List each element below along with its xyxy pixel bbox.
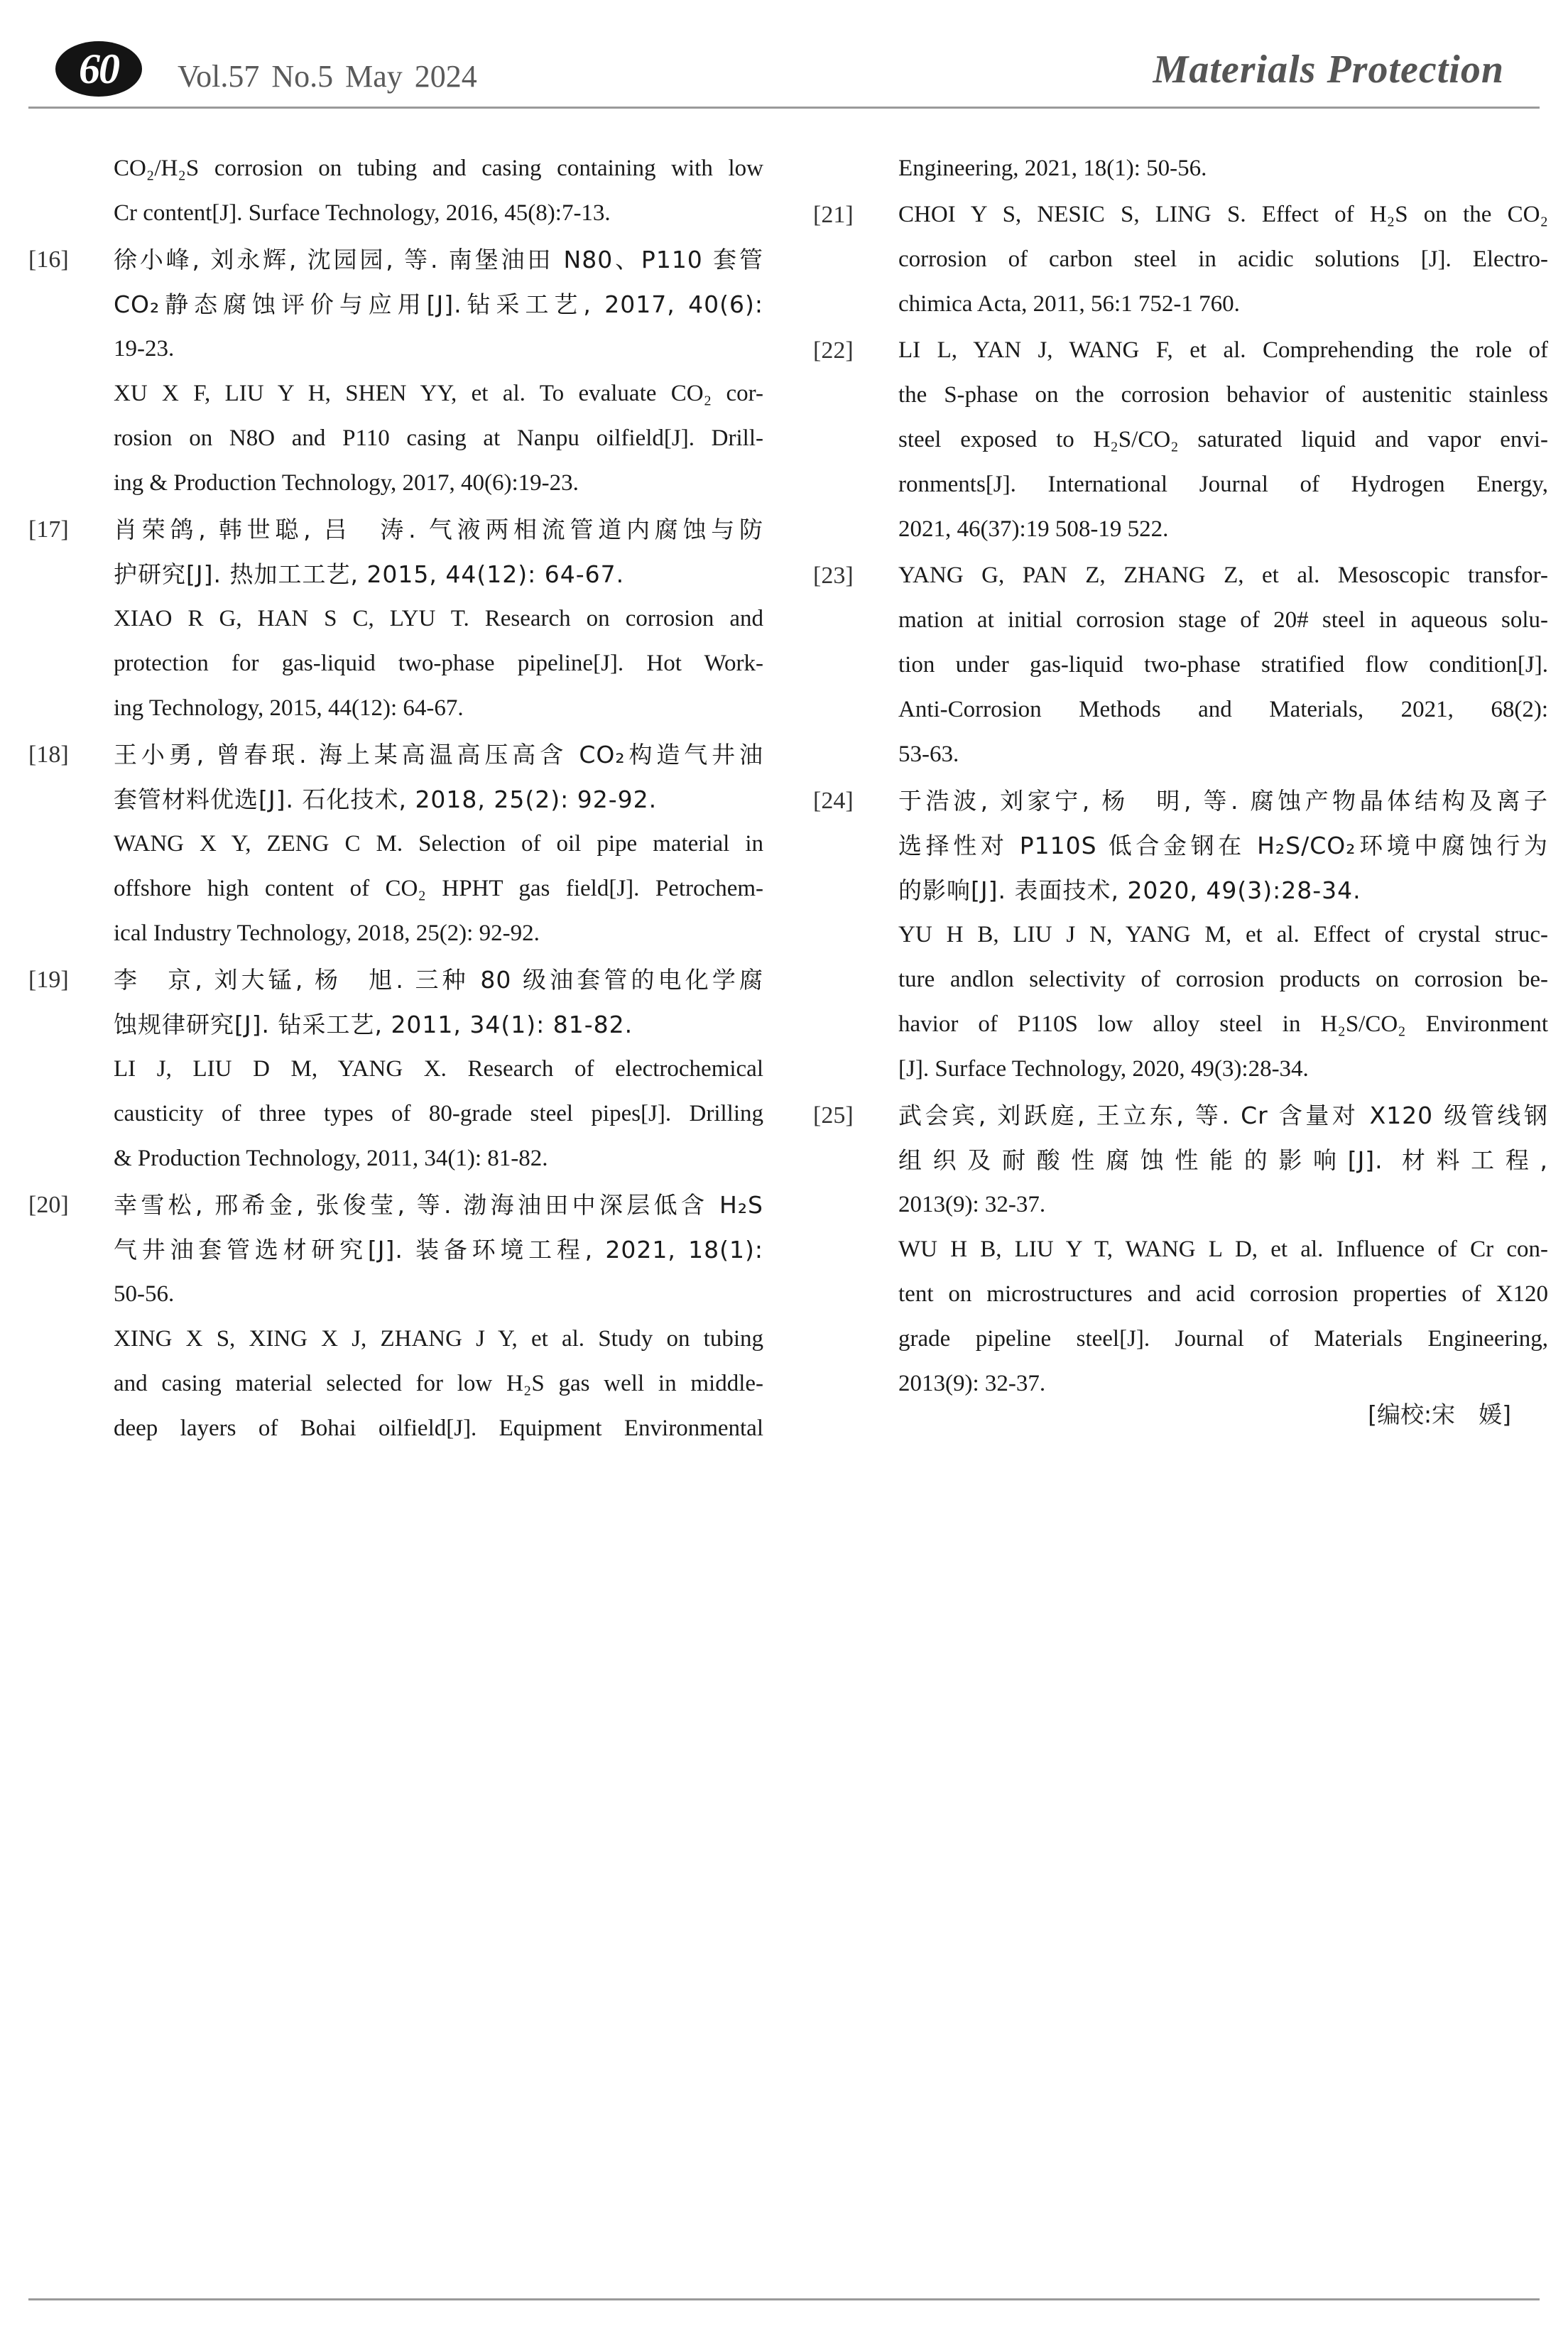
reference-line: mation at initial corrosion stage of 20# steel in aqueous solu- [898,607,1548,633]
reference-line: WU H B, LIU Y T, WANG L D, et al. Influence of Cr con- [898,1237,1548,1262]
reference-line: rosion on N8O and P110 casing at Nanpu oilfield[J]. Drill- [114,425,763,451]
reference-entry [813,146,1548,191]
reference-line: grade pipeline steel[J]. Journal of Materials Engineering, [898,1326,1548,1352]
editor-note: [编校:宋 媛] [1368,1401,1511,1428]
reference-entry [28,732,763,956]
reference-line: protection for gas-liquid two-phase pipeline[J]. Hot Work- [114,651,763,676]
reference-line: offshore high content of CO₂ HPHT gas field[J]. Petrochem- [114,876,763,901]
reference-line: ing & Production Technology, 2017, 40(6):19-23. [114,470,579,496]
reference-line: CO₂/H₂S corrosion on tubing and casing containing with low [114,156,763,181]
reference-line: and casing material selected for low H₂S gas well in middle- [114,1371,763,1396]
reference-line: 套管材料优选[J]. 石化技术, 2018, 25(2): 92-92. [114,786,658,813]
reference-line: 的影响[J]. 表面技术, 2020, 49(3):28-34. [898,876,1361,904]
reference-entry [28,146,763,236]
left-column-references [28,146,763,1452]
reference-line: 徐小峰, 刘永辉, 沈园园, 等. 南堡油田 N80、P110 套管 [114,246,763,273]
reference-line: XING X S, XING X J, ZHANG J Y, et al. Study on tubing [114,1326,763,1352]
reference-entry [813,192,1548,327]
reference-line: Anti-Corrosion Methods and Materials, 2021, 68(2): [898,697,1548,722]
reference-entry [28,237,763,506]
reference-line: tion under gas-liquid two-phase stratified flow condition[J]. [898,652,1548,678]
reference-line: YANG G, PAN Z, ZHANG Z, et al. Mesoscopic transfor- [898,563,1548,588]
reference-number: [23] [813,563,854,589]
issue-info: Vol.57 No.5 May 2024 [178,59,477,94]
reference-line: deep layers of Bohai oilfield[J]. Equipment Environmental [114,1416,763,1441]
reference-line: 武会宾, 刘跃庭, 王立东, 等. Cr 含量对 X120 级管线钢 [898,1102,1548,1129]
reference-number: [22] [813,337,854,364]
reference-line: 李 京, 刘大锰, 杨 旭. 三种 80 级油套管的电化学腐 [114,966,763,994]
reference-line: chimica Acta, 2011, 56:1 752-1 760. [898,291,1240,317]
reference-number: [25] [813,1102,854,1129]
reference-line: WANG X Y, ZENG C M. Selection of oil pipe material in [114,831,763,857]
reference-line: 选择性对 P110S 低合金钢在 H₂S/CO₂环境中腐蚀行为 [898,832,1548,859]
reference-line: tent on microstructures and acid corrosion properties of X120 [898,1281,1548,1307]
reference-line: 53-63. [898,741,959,767]
reference-entry [813,1093,1548,1406]
reference-line: & Production Technology, 2011, 34(1): 81-82. [114,1146,548,1171]
reference-line: CHOI Y S, NESIC S, LING S. Effect of H₂S on the CO₂ [898,202,1548,227]
reference-line: Engineering, 2021, 18(1): 50-56. [898,156,1207,181]
reference-line: 2013(9): 32-37. [898,1371,1046,1396]
reference-number: [19] [28,967,69,993]
reference-entry [28,1183,763,1451]
reference-line: the S-phase on the corrosion behavior of austenitic stainless [898,382,1548,408]
reference-line: 2021, 46(37):19 508-19 522. [898,516,1169,542]
reference-line: ical Industry Technology, 2018, 25(2): 92-92. [114,920,540,946]
reference-entry [28,507,763,731]
reference-line: ronments[J]. International Journal of Hydrogen Energy, [898,472,1548,497]
reference-line: ing Technology, 2015, 44(12): 64-67. [114,695,464,721]
reference-line: 蚀规律研究[J]. 钻采工艺, 2011, 34(1): 81-82. [114,1011,633,1038]
reference-line: XU X F, LIU Y H, SHEN YY, et al. To evaluate CO₂ cor- [114,381,763,406]
reference-line: 2013(9): 32-37. [898,1192,1046,1217]
reference-line: LI J, LIU D M, YANG X. Research of electrochemical [114,1056,763,1082]
reference-line: steel exposed to H₂S/CO₂ saturated liquid and vapor envi- [898,427,1548,452]
reference-line: 于浩波, 刘家宁, 杨 明, 等. 腐蚀产物晶体结构及离子 [898,787,1548,815]
reference-line: 气井油套管选材研究[J]. 装备环境工程, 2021, 18(1): [114,1236,763,1264]
reference-number: [16] [28,246,69,273]
right-column-references [813,146,1548,1408]
reference-line: XIAO R G, HAN S C, LYU T. Research on corrosion and [114,606,763,631]
reference-line: [J]. Surface Technology, 2020, 49(3):28-34. [898,1056,1309,1082]
reference-line: CO₂静态腐蚀评价与应用[J].钻采工艺, 2017, 40(6): [114,290,763,318]
reference-number: [21] [813,202,854,228]
page-header [0,0,1568,114]
reference-line: 王小勇, 曾春珉. 海上某高温高压高含 CO₂构造气井油 [114,741,763,768]
reference-number: [18] [28,741,69,768]
reference-line: 肖荣鸽, 韩世聪, 吕 涛. 气液两相流管道内腐蚀与防 [114,516,763,543]
header-divider [28,107,1540,109]
reference-line: Cr content[J]. Surface Technology, 2016, 45(8):7-13. [114,200,611,226]
footer-divider [28,2298,1540,2300]
reference-entry [813,553,1548,777]
journal-title: Materials Protection [1153,48,1504,92]
reference-line: 幸雪松, 邢希金, 张俊莹, 等. 渤海油田中深层低含 H₂S [114,1191,763,1219]
reference-line: corrosion of carbon steel in acidic solutions [J]. Electro- [898,246,1548,272]
page-number-badge: 60 [55,41,142,97]
reference-line: 组织及耐酸性腐蚀性能的影响[J]. 材料工程, [898,1146,1548,1174]
reference-line: YU H B, LIU J N, YANG M, et al. Effect of crystal struc- [898,922,1548,947]
reference-line: havior of P110S low alloy steel in H₂S/CO₂ Environment [898,1011,1548,1037]
reference-line: causticity of three types of 80-grade steel pipes[J]. Drilling [114,1101,763,1126]
reference-line: 护研究[J]. 热加工工艺, 2015, 44(12): 64-67. [114,560,625,588]
reference-entry [28,957,763,1181]
reference-entry [813,328,1548,552]
reference-line: 19-23. [114,336,175,362]
reference-line: ture andlon selectivity of corrosion products on corrosion be- [898,967,1548,992]
reference-number: [20] [28,1192,69,1218]
reference-line: 50-56. [114,1281,175,1307]
reference-line: LI L, YAN J, WANG F, et al. Comprehending the role of [898,337,1548,363]
reference-number: [24] [813,788,854,814]
reference-number: [17] [28,516,69,543]
reference-entry [813,778,1548,1092]
